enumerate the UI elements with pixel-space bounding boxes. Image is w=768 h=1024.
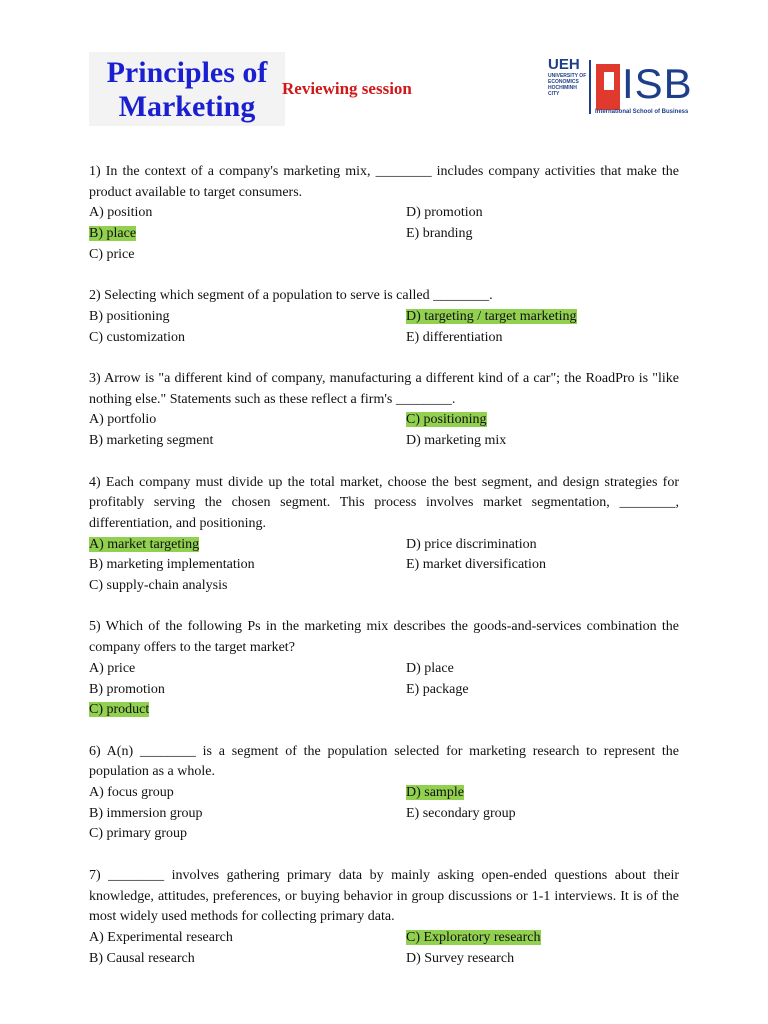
question-2: [89, 286, 679, 348]
answer-option-label: B) marketing implementation: [89, 557, 255, 573]
answer-option-label: A) market targeting: [89, 536, 200, 552]
answer-option-correct: [89, 224, 406, 245]
answer-options: [89, 783, 679, 845]
answer-option-label: A) position: [89, 205, 153, 221]
answer-option-label: C) primary group: [89, 826, 187, 842]
answer-option: [89, 680, 406, 701]
isb-logo-text: ISB: [622, 60, 693, 107]
answer-option: [406, 328, 679, 349]
answer-option: [89, 307, 406, 328]
question-text: 7) ________ involves gathering primary data by mainly asking open-ended questions about their knowledge, attitudes, preferences, or buying behavior in group discussions or 1-1 interviews. It is of the most widely used methods for collecting primary data.: [89, 867, 679, 925]
question-text: 3) Arrow is "a different kind of company, manufacturing a different kind of a car"; the RoadPro is "like nothing else." Statements such as these reflect a firm's ________.: [89, 371, 679, 407]
title-line-2: Marketing: [118, 90, 256, 123]
answer-option-label: B) promotion: [89, 681, 165, 697]
answer-option: [89, 203, 406, 224]
answer-option-label: C) customization: [89, 329, 186, 345]
title-line-1: Principles of: [106, 56, 268, 89]
answer-option-label: C) supply-chain analysis: [89, 578, 228, 594]
answer-option-correct: [89, 700, 406, 721]
answer-option: [89, 804, 406, 825]
answer-option: [89, 410, 406, 431]
answer-options: [89, 203, 679, 265]
answer-option-label: A) Experimental research: [89, 929, 233, 945]
page-header: [0, 0, 768, 140]
question-list: [89, 162, 679, 990]
answer-option-correct: [89, 535, 406, 556]
ueh-isb-logo: [540, 56, 700, 120]
answer-option-correct: [406, 307, 679, 328]
answer-option-label: E) market diversification: [406, 557, 546, 573]
answer-option-label: E) differentiation: [406, 329, 503, 345]
answer-option-label: C) price: [89, 246, 135, 262]
answer-option: [406, 431, 679, 452]
isb-logo-subtext: International School of Business: [595, 109, 689, 115]
answer-option: [406, 555, 679, 576]
answer-option-label: D) promotion: [406, 205, 483, 221]
question-text: 5) Which of the following Ps in the marketing mix describes the goods-and-services combination the company offers to the target market?: [89, 619, 679, 656]
answer-option: [89, 328, 406, 349]
answer-options: [89, 928, 679, 969]
answer-option-label: A) focus group: [89, 785, 174, 801]
answer-option-label: D) targeting / target marketing: [406, 308, 577, 324]
answer-option-label: D) Survey research: [406, 950, 515, 966]
answer-option-label: B) place: [89, 226, 137, 242]
answer-option: [406, 949, 679, 970]
answer-option-label: E) branding: [406, 226, 473, 242]
question-text: 1) In the context of a company's marketing mix, ________ includes company activities that make the product available to target consumers.: [89, 164, 679, 200]
answer-option-label: B) marketing segment: [89, 433, 214, 449]
answer-option-label: D) place: [406, 660, 454, 676]
answer-option: [406, 203, 679, 224]
question-6: [89, 742, 679, 846]
question-text: 4) Each company must divide up the total market, choose the best segment, and design strategies for profitably serving the chosen segment. This process involves market segmentation, ________, differentiation, and positioning.: [89, 474, 679, 531]
answer-option: [89, 928, 406, 949]
answer-option-label: B) positioning: [89, 308, 170, 324]
answer-option: [89, 659, 406, 680]
question-text: 2) Selecting which segment of a population to serve is called ________.: [89, 288, 493, 304]
ueh-logo-text: UEH: [548, 56, 580, 73]
answer-option: [406, 224, 679, 245]
answer-option-label: E) package: [406, 681, 469, 697]
answer-option: [89, 783, 406, 804]
answer-option: [406, 659, 679, 680]
question-text: 6) A(n) ________ is a segment of the population selected for marketing research to represent the population as a whole.: [89, 743, 679, 780]
answer-options: [89, 535, 679, 597]
answer-option: [406, 535, 679, 556]
answer-option-label: D) price discrimination: [406, 536, 537, 552]
ueh-logo-subtext: UNIVERSITY OF ECONOMICS HOCHIMINH CITY: [548, 73, 587, 97]
answer-option-label: B) immersion group: [89, 805, 203, 821]
answer-option-correct: [406, 928, 679, 949]
answer-option: [89, 555, 406, 576]
answer-option-correct: [406, 410, 679, 431]
answer-option: [406, 804, 679, 825]
logo-divider: [589, 60, 591, 114]
question-5: [89, 617, 679, 721]
answer-option-label: E) secondary group: [406, 805, 516, 821]
answer-option: [406, 680, 679, 701]
question-4: [89, 473, 679, 597]
question-1: [89, 162, 679, 266]
answer-option-label: C) positioning: [406, 412, 487, 428]
isb-red-mark-cutout: [604, 72, 614, 90]
answer-option-label: D) sample: [406, 785, 464, 801]
answer-option-label: C) Exploratory research: [406, 929, 541, 945]
answer-option-label: B) Causal research: [89, 950, 195, 966]
answer-option: [89, 431, 406, 452]
answer-options: [89, 307, 679, 348]
answer-options: [89, 410, 679, 451]
answer-option-correct: [406, 783, 679, 804]
answer-option: [89, 949, 406, 970]
answer-option-label: A) price: [89, 660, 136, 676]
answer-option-label: D) marketing mix: [406, 433, 507, 449]
answer-option: [89, 824, 406, 845]
question-3: [89, 369, 679, 452]
title-block: [89, 52, 285, 126]
answer-option-label: C) product: [89, 702, 150, 718]
answer-option: [89, 576, 406, 597]
answer-option-label: A) portfolio: [89, 412, 157, 428]
answer-options: [89, 659, 679, 721]
question-7: [89, 866, 679, 970]
answer-option: [89, 245, 406, 266]
subtitle: Reviewing session: [282, 79, 412, 98]
